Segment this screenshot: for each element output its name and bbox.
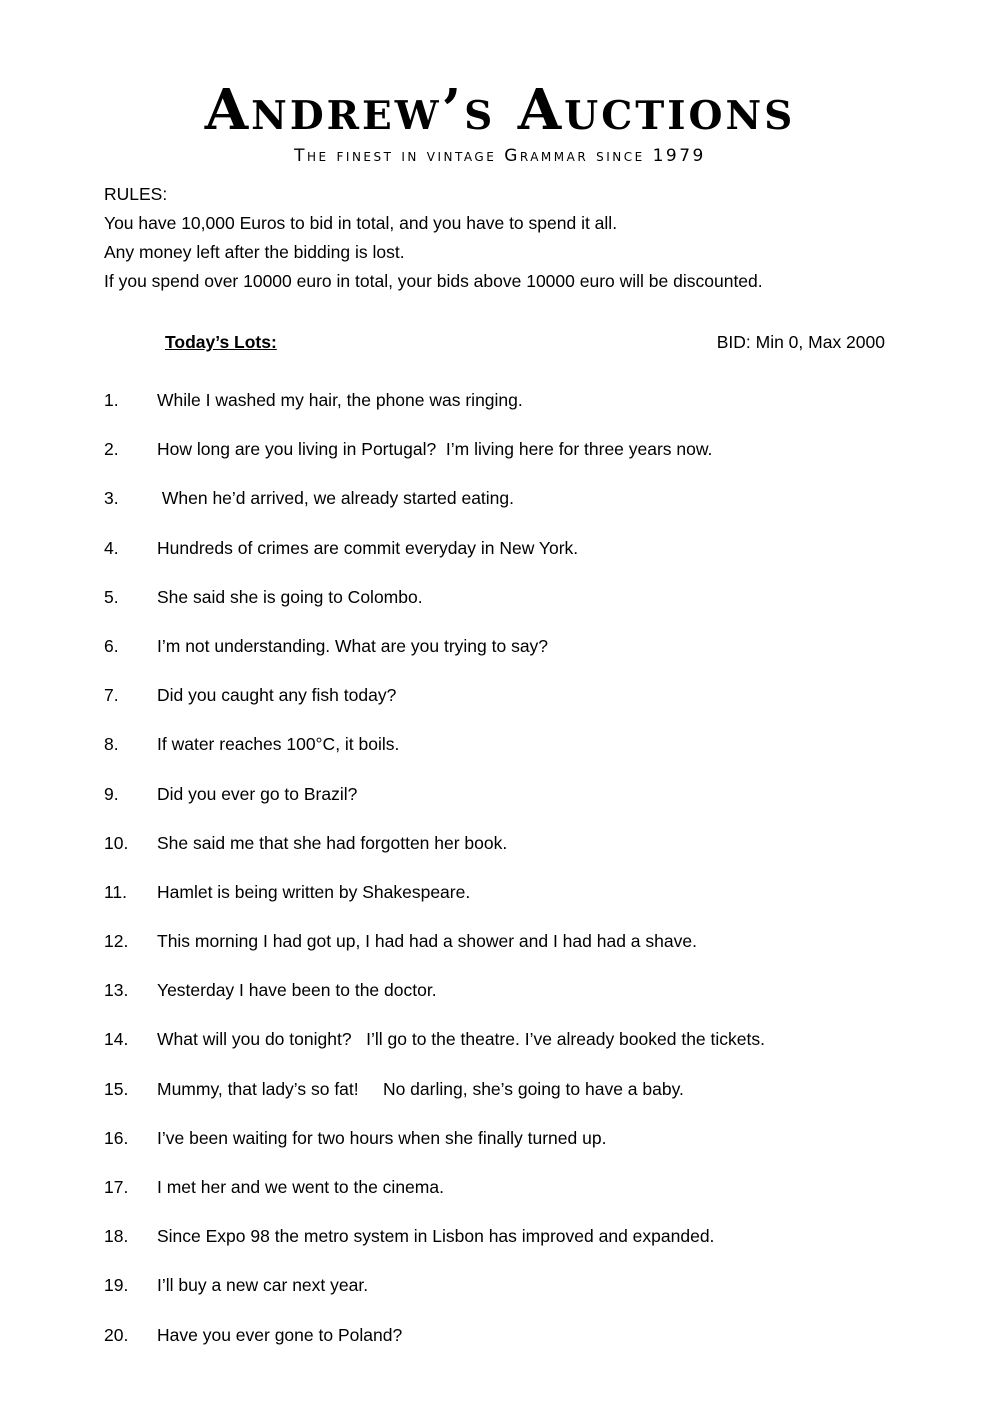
lot-sentence: I’ll buy a new car next year. [157, 1275, 369, 1296]
lot-sentence: How long are you living in Portugal? I’m living here for three years now. [157, 439, 713, 460]
rule-line: Any money left after the bidding is lost. [104, 242, 405, 262]
lot-item [104, 484, 924, 533]
lot-sentence: I met her and we went to the cinema. [157, 1177, 444, 1197]
lot-item [104, 435, 924, 484]
lot-item [104, 1025, 924, 1074]
lot-item [104, 1271, 924, 1320]
page-subtitle: The finest in vintage Grammar since 1979 [294, 146, 706, 166]
lot-item [104, 681, 924, 730]
lot-number: 9. [104, 783, 119, 804]
lot-number: 5. [104, 586, 119, 607]
lot-sentence: Hundreds of crimes are commit everyday in New York. [157, 537, 579, 558]
lot-sentence: I’m not understanding. What are you trying to say? [157, 635, 549, 656]
lot-number: 7. [104, 685, 119, 706]
lot-number: 20. [104, 1324, 129, 1345]
lot-item [104, 534, 924, 583]
lot-sentence: Mummy, that lady’s so fat! No darling, she’s going to have a baby. [157, 1078, 684, 1099]
lot-number: 12. [104, 931, 129, 952]
lots-heading: Today’s Lots: [165, 332, 277, 352]
lot-sentence: What will you do tonight? I’ll go to the theatre. I’ve already booked the tickets. [157, 1029, 765, 1050]
lot-number: 14. [104, 1029, 129, 1050]
bid-range: BID: Min 0, Max 2000 [716, 332, 885, 352]
lot-number: 3. [104, 488, 119, 509]
lot-item [104, 730, 924, 779]
rules-heading: RULES: [104, 184, 168, 204]
lot-sentence: Yesterday I have been to the doctor. [157, 980, 437, 1001]
lot-number: 10. [104, 832, 129, 853]
lot-item [104, 1124, 924, 1173]
lot-number: 6. [104, 635, 119, 656]
lot-number: 17. [104, 1177, 129, 1197]
lot-number: 4. [104, 537, 119, 558]
lot-number: 19. [104, 1275, 129, 1296]
page-title: Andrew’s Auctions [204, 77, 796, 143]
lot-sentence: Have you ever gone to Poland? [157, 1324, 403, 1345]
lot-item [104, 780, 924, 829]
lot-number: 15. [104, 1078, 129, 1099]
lot-item [104, 927, 924, 976]
lot-item [104, 1075, 924, 1124]
lot-sentence: This morning I had got up, I had had a shower and I had had a shave. [157, 931, 697, 952]
rule-line: You have 10,000 Euros to bid in total, and you have to spend it all. [104, 213, 618, 233]
lot-number: 16. [104, 1127, 129, 1148]
lot-number: 18. [104, 1226, 129, 1247]
lot-number: 11. [104, 881, 128, 902]
lot-item [104, 583, 924, 632]
lot-item [104, 1222, 924, 1271]
lot-number: 8. [104, 734, 119, 755]
lot-item [104, 1321, 924, 1370]
lot-item [104, 386, 924, 435]
lot-item [104, 976, 924, 1025]
lot-sentence: Did you ever go to Brazil? [157, 783, 358, 804]
lot-sentence: If water reaches 100°C, it boils. [157, 734, 400, 755]
lot-sentence: She said me that she had forgotten her book. [157, 832, 508, 853]
rule-line: If you spend over 10000 euro in total, your bids above 10000 euro will be discounted. [104, 271, 763, 291]
rules-section [104, 180, 904, 296]
lot-item [104, 878, 924, 927]
lot-number: 2. [104, 439, 119, 460]
lot-sentence: Did you caught any fish today? [157, 685, 397, 706]
lot-number: 1. [104, 390, 119, 410]
lot-number: 13. [104, 980, 129, 1001]
lot-sentence: She said she is going to Colombo. [157, 586, 423, 607]
lot-sentence: I’ve been waiting for two hours when she finally turned up. [157, 1127, 607, 1148]
lot-sentence: When he’d arrived, we already started eating. [157, 488, 514, 509]
lot-item [104, 632, 924, 681]
lot-sentence: Hamlet is being written by Shakespeare. [157, 881, 471, 902]
lot-item [104, 1173, 924, 1222]
lot-sentence: Since Expo 98 the metro system in Lisbon has improved and expanded. [157, 1226, 715, 1247]
lots-list [104, 386, 924, 1370]
lot-sentence: While I washed my hair, the phone was ringing. [157, 390, 523, 410]
lot-item [104, 829, 924, 878]
